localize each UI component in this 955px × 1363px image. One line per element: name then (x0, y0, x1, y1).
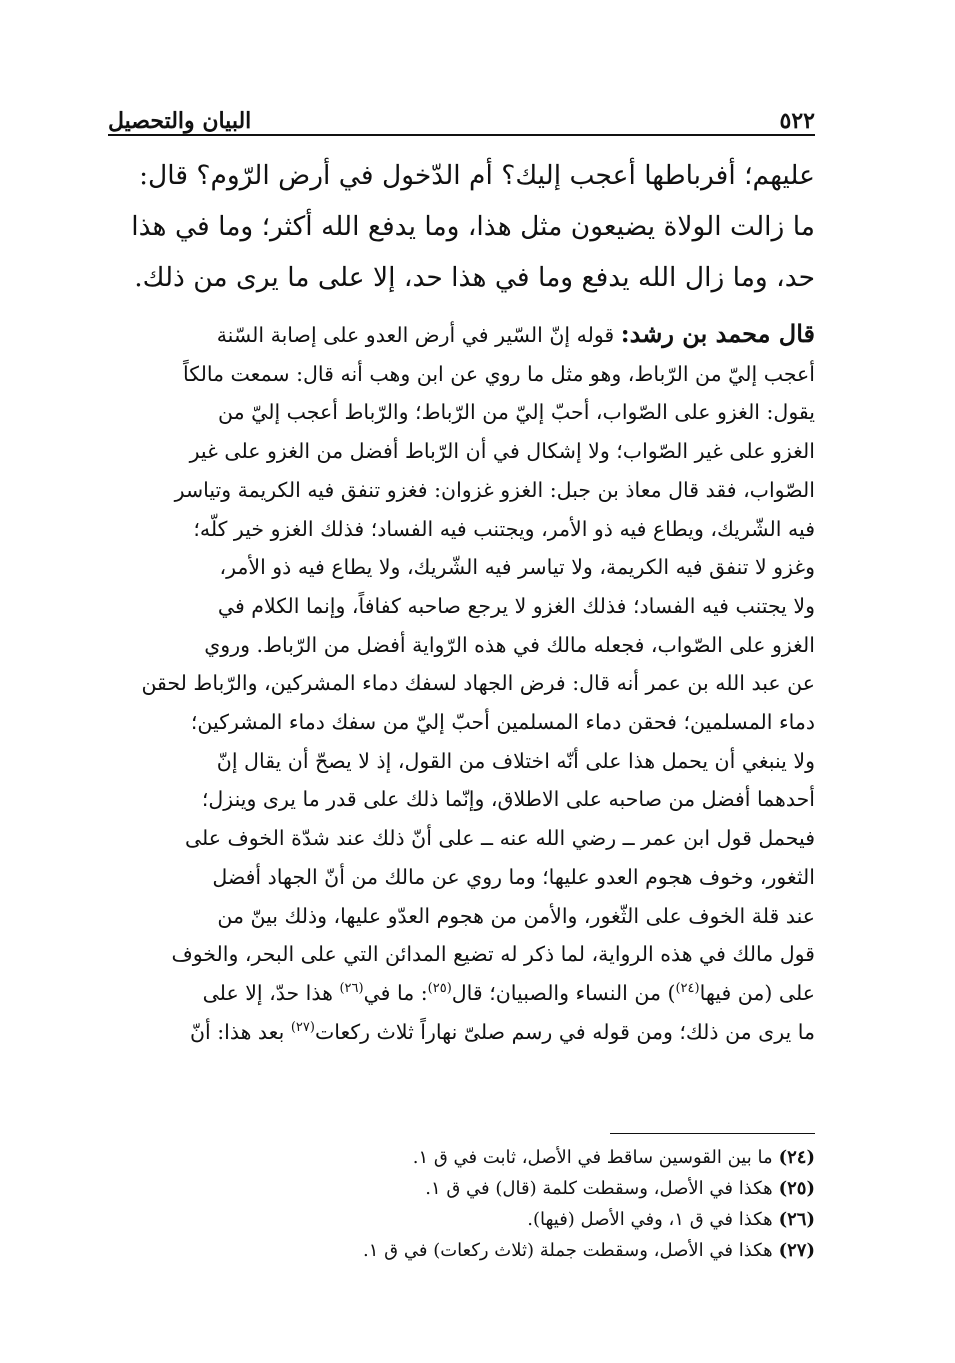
commentary-line: الثغور، وخوف هجوم العدو عليها؛ وما روي عن مالك من أنّ الجهاد أفضل (212, 864, 815, 889)
text-segment: على (من فيها (699, 980, 815, 1005)
speaker-label: قال محمد بن رشد: (620, 319, 815, 348)
footnote (108, 1204, 815, 1235)
footnote (108, 1142, 815, 1173)
question-line: ما زالت الولاة يضيعون مثل هذا، وما يدفع الله أكثر؛ وما في هذا (131, 211, 815, 242)
commentary-line: فيه الشّريك، ويطاع فيه ذو الأمر، ويجتنب فيه الفساد؛ فذلك الغزو خير كلّه؛ (193, 516, 815, 541)
commentary-line: ولا يجتنب فيه الفساد؛ فذلك الغزو لا يرجع صاحبه كفافاً، وإنما الكلام في (217, 593, 815, 618)
commentary-line: ولا ينبغي أن يحمل هذا على أنّه اختلاف من القول، إذ لا يصحّ أن يقال إنّ (216, 748, 815, 773)
text-segment: ما يرى من ذلك؛ ومن قوله في رسم صلىّ نهاراً ثلاث ركعات (314, 1019, 815, 1044)
footnote-number: (٢٥) (778, 1178, 815, 1199)
commentary-line: فيحمل قول ابن عمر ــ رضي الله عنه ــ على أنّ ذلك عند شدّة الخوف على (184, 826, 815, 851)
question-paragraph (108, 150, 815, 303)
commentary-line: الغزو على غير الصّواب؛ ولا إشكال في أن الرّباط أفضل من الغزو على غير (189, 439, 815, 464)
question-line: عليهم؛ أفرباطها أعجب إليك؟ أم الدّخول في أرض الرّوم؟ قال: (139, 160, 815, 191)
commentary-line: الصّواب، فقد قال معاذ بن جبل: الغزو غزوان: فغزو تنفق فيه الكريمة وتياسر (174, 477, 815, 502)
footnote-marker: (٢٧) (290, 1019, 315, 1035)
commentary-line: أحدهما أفضل من صاحبه على الاطلاق، وإنّما ذلك على قدر ما يرى وينزل؛ (201, 787, 815, 812)
commentary-line: يقول: الغزو على الصّواب، أحبّ إليّ من الرّباط؛ والرّباط أعجب إليّ من (218, 400, 815, 425)
footnote-number: (٢٧) (778, 1240, 815, 1261)
footnote-marker: (٢٤) (675, 981, 700, 997)
page-number: ٥٢٢ (779, 108, 815, 134)
commentary-line: وغزو لا تنفق فيه الكريمة، ولا تياسر فيه الشّريك، ولا يطاع فيه ذو الأمر، (219, 555, 815, 580)
commentary-line (108, 974, 815, 1013)
running-header (108, 96, 815, 132)
commentary-line: عن عبد الله بن عمر أنه قال: فرض الجهاد لسفك دماء المشركين، والرّباط لحقن (141, 671, 815, 696)
footnote-number: (٢٦) (778, 1209, 815, 1230)
commentary-line: أعجب إليّ من الرّباط، وهو مثل ما روي عن ابن وهب أنه قال: سمعت مالكاً (183, 361, 815, 386)
footnote-rule (610, 1133, 815, 1134)
commentary-text: قوله إنّ السّير في أرض العدو على إصابة السّنة (216, 323, 615, 347)
footnote-marker: (٢٦) (339, 981, 364, 997)
text-segment: : ما في (363, 980, 428, 1005)
text-segment: هذا حدّ، إلا على (202, 980, 340, 1005)
commentary-line (108, 315, 815, 355)
footnote-text: هكذا في الأصل، وسقطت جملة (ثلاث ركعات) في ق ١. (363, 1240, 773, 1261)
commentary-line: الغزو على الصّواب، فجعله مالك في هذه الرّواية أفضل من الرّباط. وروي (204, 632, 815, 657)
commentary-line: عند قلة الخوف على الثّغور، والأمن من هجوم العدّو عليها، وذلك بينّ من (217, 903, 815, 928)
footnote-text: هكذا في ق ١، وفي الأصل (فيها). (527, 1209, 773, 1230)
footnotes (108, 1142, 815, 1266)
footnote (108, 1173, 815, 1204)
commentary-line: دماء المسلمين؛ فحقن دماء المسلمين أحبّ إليّ من سفك دماء المشركين؛ (190, 710, 815, 735)
book-title: البيان والتحصيل (108, 108, 252, 134)
text-segment: ) من النساء والصبيان؛ قال (451, 980, 676, 1005)
footnote-text: ما بين القوسين ساقط في الأصل، ثابت في ق ١. (412, 1147, 773, 1168)
text-segment: بعد هذا: أنّ (189, 1019, 291, 1044)
footnote (108, 1235, 815, 1266)
footnote-text: هكذا في الأصل، وسقطت كلمة (قال) في ق ١. (425, 1178, 773, 1199)
commentary-line (108, 1013, 815, 1052)
commentary-line: قول مالك في هذه الرواية، لما ذكر له تضيع المدائن التي على البحر، والخوف (171, 942, 815, 967)
header-rule (108, 134, 815, 136)
question-line: حد، وما زال الله يدفع وما في هذا حد، إلا على ما يرى من ذلك. (134, 262, 815, 293)
footnote-number: (٢٤) (778, 1147, 815, 1168)
body-text (108, 150, 815, 1051)
footnote-marker: (٢٥) (427, 981, 452, 997)
commentary-paragraph (108, 315, 815, 1051)
